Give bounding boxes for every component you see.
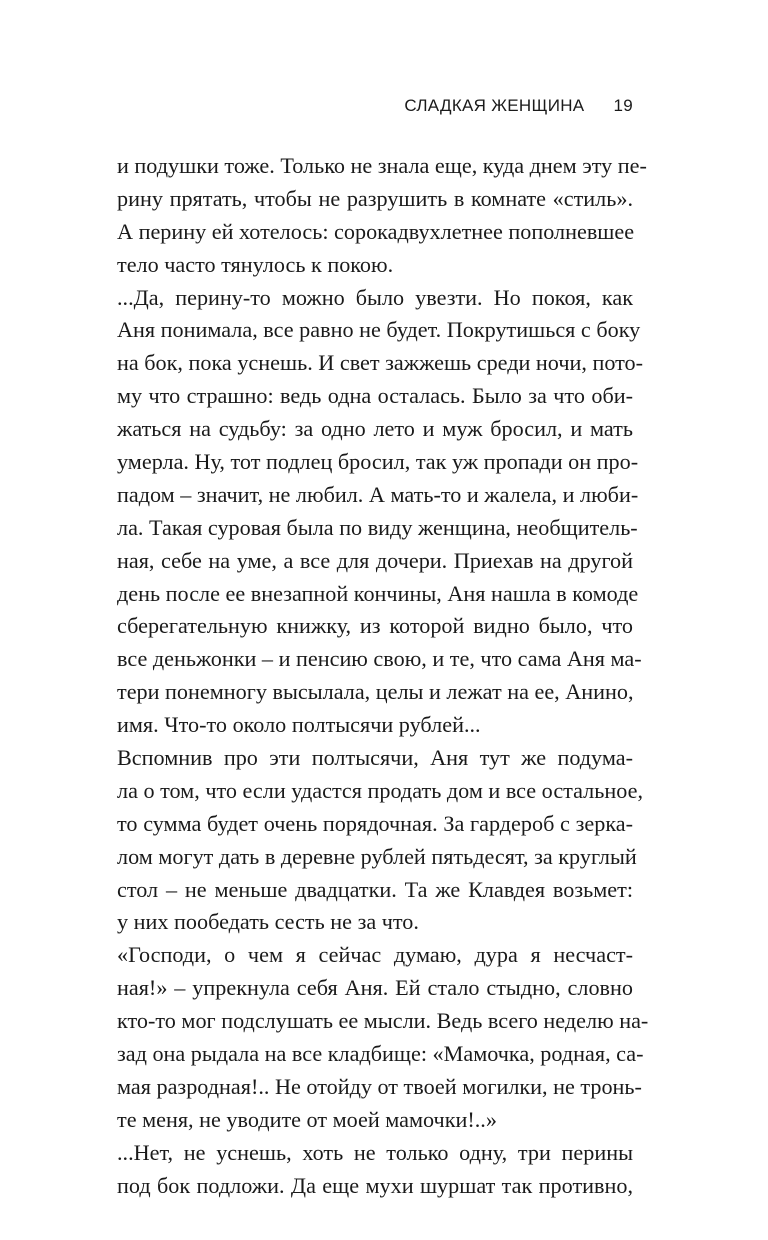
page-number: 19 xyxy=(613,96,633,115)
running-header xyxy=(404,96,633,116)
text-line: А перину ей хотелось: сорокадвухлетнее пополневшее xyxy=(117,218,635,244)
text-line: под бок подложи. Да еще мухи шуршат так противно, xyxy=(117,1172,633,1198)
text-line: зад она рыдала на все кладбище: «Мамочка, родная, са- xyxy=(117,1041,644,1067)
text-line: у них пообедать сесть не за что. xyxy=(117,909,419,935)
text-line: имя. Что-то около полтысячи рублей... xyxy=(117,712,481,738)
text-line: ...Нет, не уснешь, хоть не только одну, три перины xyxy=(117,1139,633,1165)
body-text xyxy=(117,150,649,1203)
text-line: ла. Такая суровая была по виду женщина, необщитель- xyxy=(117,514,638,540)
text-line: лом могут дать в деревне рублей пятьдесят, за круглый xyxy=(117,843,637,869)
text-line: ная, себе на уме, а все для дочери. Приехав на другой xyxy=(117,547,633,573)
text-line: жаться на судьбу: за одно лето и муж бросил, и мать xyxy=(117,416,633,442)
text-line: ...Да, перину-то можно было увезти. Но покоя, как xyxy=(117,284,633,310)
text-line: падом – значит, не любил. А мать-то и жалела, и люби- xyxy=(117,481,639,507)
text-line: тело часто тянулось к покою. xyxy=(117,251,394,277)
text-line: на бок, пока уснешь. И свет зажжешь среди ночи, пото- xyxy=(117,350,644,376)
text-line: кто-то мог подслушать ее мысли. Ведь всего неделю на- xyxy=(117,1008,649,1034)
text-line: мая разродная!.. Не отойду от твоей могилки, не тронь- xyxy=(117,1073,642,1099)
text-line: Вспомнив про эти полтысячи, Аня тут же подума- xyxy=(117,745,633,771)
text-line: «Господи, о чем я сейчас думаю, дура я несчаст- xyxy=(117,942,633,968)
text-line: тери понемногу высылала, целы и лежат на ее, Анино, xyxy=(117,679,634,705)
text-line: Аня понимала, все равно не будет. Покрутишься с боку xyxy=(117,317,641,343)
text-line: те меня, не уводите от моей мамочки!..» xyxy=(117,1106,497,1132)
text-line: все деньжонки – и пенсию свою, и те, что сама Аня ма- xyxy=(117,646,642,672)
text-line: сберегательную книжку, из которой видно было, что xyxy=(117,613,633,639)
text-line: ная!» – упрекнула себя Аня. Ей стало стыдно, словно xyxy=(117,975,633,1001)
text-line: стол – не меньше двадцатки. Та же Клавдея возьмет: xyxy=(117,876,633,902)
text-line: то сумма будет очень порядочная. За гардероб с зерка- xyxy=(117,810,633,836)
text-line: му что страшно: ведь одна осталась. Было за что оби- xyxy=(117,383,633,409)
text-line: ла о том, что если удастся продать дом и все остальное, xyxy=(117,777,644,803)
text-line: день после ее внезапной кончины, Аня нашла в комоде xyxy=(117,580,639,606)
text-line: умерла. Ну, тот подлец бросил, так уж пропади он про- xyxy=(117,449,639,475)
text-line: и подушки тоже. Только не знала еще, куда днем эту пе- xyxy=(117,153,647,178)
text-line: рину прятать, чтобы не разрушить в комнате «стиль». xyxy=(117,185,633,211)
chapter-title: СЛАДКАЯ ЖЕНЩИНА xyxy=(404,96,585,115)
